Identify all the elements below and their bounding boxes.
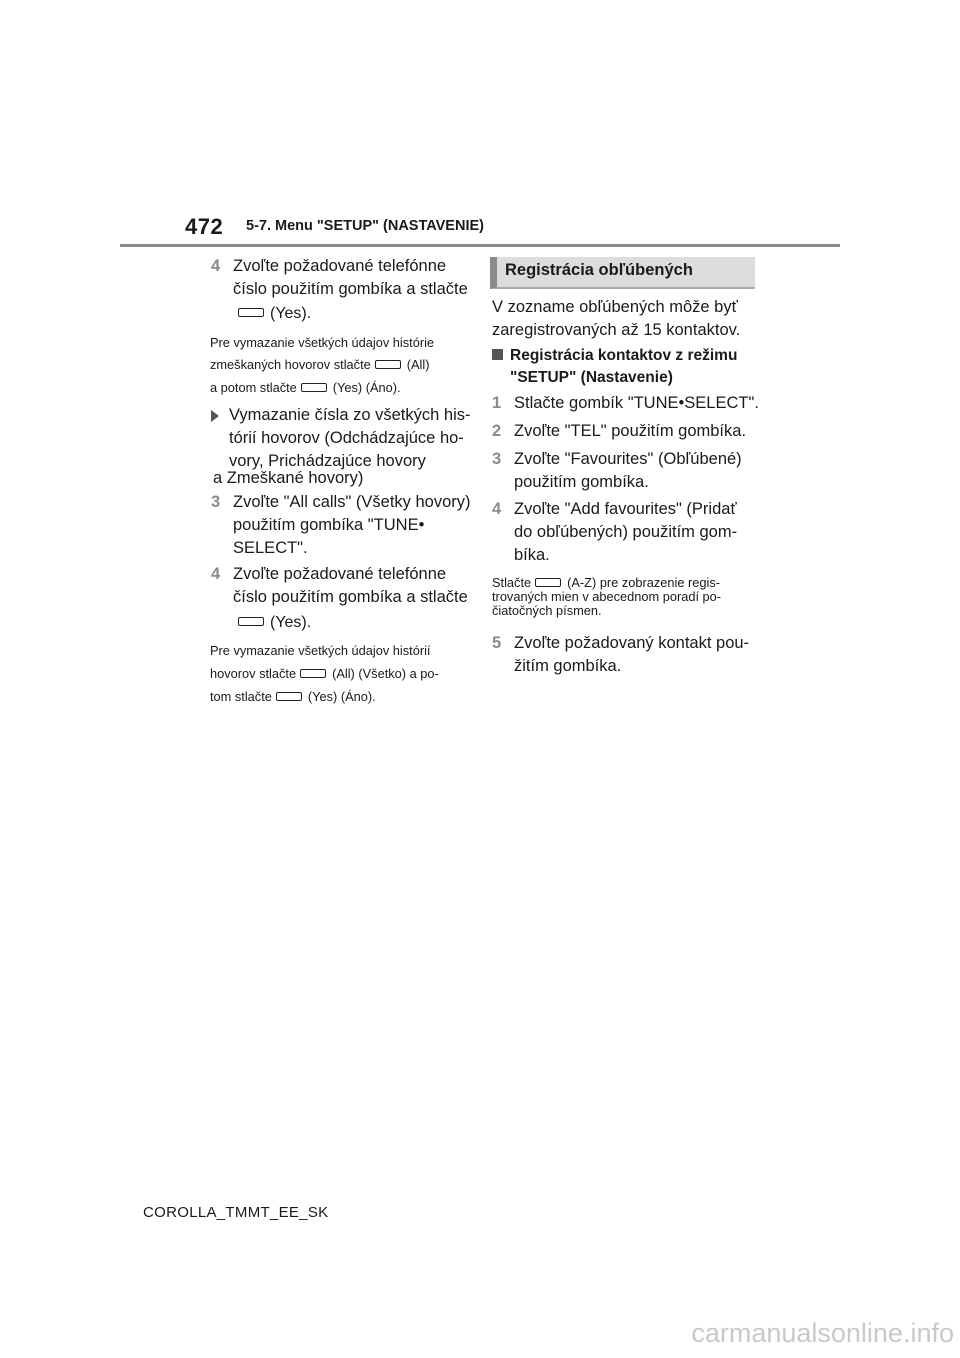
note-text: (Yes) (Áno). [332,380,401,395]
step-number: 4 [492,500,502,518]
note-line: trovaných mien v abecednom poradí po- [492,589,722,604]
step-text-line: Zvoľte požadované telefónne [233,257,447,275]
soft-button-icon [238,308,264,317]
step-number: 1 [492,394,502,412]
soft-button-icon [301,383,327,392]
step-text-line: číslo použitím gombíka a stlačte [233,588,468,606]
step-number: 3 [211,493,221,511]
step-4-select-number-2 [211,563,471,609]
note-line: čiatočných písmen. [492,603,602,618]
yes-label: (Yes). [270,305,312,322]
note-line [492,576,762,590]
note-alphabetical [492,576,762,618]
watermark: carmanualsonline.info [691,1318,954,1348]
step-4-add-favourites [492,498,762,567]
note-text: (A-Z) pre zobrazenie regis- [567,575,721,590]
square-bullet-icon [492,349,503,360]
section-heading-box [490,257,755,289]
step-text-line: Stlačte gombík "TUNE•SELECT". [514,394,759,412]
intro-line: V zozname obľúbených môže byť [492,298,738,316]
note-missed-calls-line-1: Pre vymazanie všetkých údajov histórie [210,335,435,350]
step-number: 5 [492,634,502,652]
step-text-line: SELECT". [233,539,308,557]
step-text-line: použitím gombíka. [514,473,649,491]
subheading-line-4: a Zmeškané hovory) [213,469,364,487]
yes-instruction [234,303,311,325]
soft-button-icon [238,617,264,626]
note-text: tom stlačte [210,689,272,704]
note-all-histories-line-1: Pre vymazanie všetkých údajov histórií [210,643,431,658]
note-text: zmeškaných hovorov stlačte [210,357,371,372]
step-1-press-knob [492,392,762,415]
subheading-line: tórií hovorov (Odchádzajúce ho- [229,429,464,447]
note-text: (All) [406,357,430,372]
soft-button-icon [375,360,401,369]
subheading-line: Vymazanie čísla zo všetkých his- [229,406,471,424]
intro-line: zaregistrovaných až 15 kontaktov. [492,321,741,339]
step-text-line: číslo použitím gombíka a stlačte [233,280,468,298]
note-missed-calls-line-3 [210,378,401,397]
page-number: 472 [185,214,224,239]
note-all-histories-line-3 [210,687,376,706]
soft-button-icon [300,669,326,678]
step-text-line: Zvoľte požadovaný kontakt pou- [514,634,750,652]
step-4-select-number [211,255,471,301]
step-text-line: použitím gombíka "TUNE• [233,516,425,534]
step-number: 3 [492,450,502,468]
step-number: 4 [211,565,221,583]
soft-button-icon [276,692,302,701]
section-title: 5-7. Menu "SETUP" (NASTAVENIE) [246,218,484,234]
subheading-line: vory, Prichádzajúce hovory [229,452,426,470]
yes-instruction-2 [234,612,311,634]
note-text: a potom stlačte [210,380,297,395]
step-text-line: Zvoľte "Add favourites" (Pridať [514,500,737,518]
step-5-select-contact [492,632,762,678]
triangle-bullet-icon [211,410,219,422]
header-divider [120,244,840,247]
note-missed-calls-line-2 [210,355,430,374]
step-number: 4 [211,257,221,275]
bold-subheading-register-contacts [492,345,762,389]
yes-label: (Yes). [270,614,312,631]
subheading-delete-all-histories [211,404,471,473]
soft-button-icon [535,578,561,587]
step-text-line: do obľúbených) použitím gom- [514,523,738,541]
step-text-line: bíka. [514,546,550,564]
step-text-line: Zvoľte "TEL" použitím gombíka. [514,422,747,440]
step-text-line: Zvoľte požadované telefónne [233,565,447,583]
step-2-select-tel [492,420,762,443]
note-text: hovorov stlačte [210,666,297,681]
favourites-intro [492,296,762,342]
step-number: 2 [492,422,502,440]
bold-heading-line: "SETUP" (Nastavenie) [510,369,673,386]
step-text-line: žitím gombíka. [514,657,622,675]
step-text-line: Zvoľte "All calls" (Všetky hovory) [233,493,471,511]
note-text: (Yes) (Áno). [307,689,376,704]
step-text-line: Zvoľte "Favourites" (Obľúbené) [514,450,742,468]
note-text: Stlačte [492,575,532,590]
document-code: COROLLA_TMMT_EE_SK [143,1204,329,1221]
step-3-select-favourites [492,448,762,494]
note-text: (All) (Všetko) a po- [332,666,439,681]
section-heading-text: Registrácia obľúbených [505,261,693,279]
note-all-histories-line-2 [210,664,439,683]
bold-heading-line: Registrácia kontaktov z režimu [510,347,738,364]
step-3-all-calls [211,491,473,560]
